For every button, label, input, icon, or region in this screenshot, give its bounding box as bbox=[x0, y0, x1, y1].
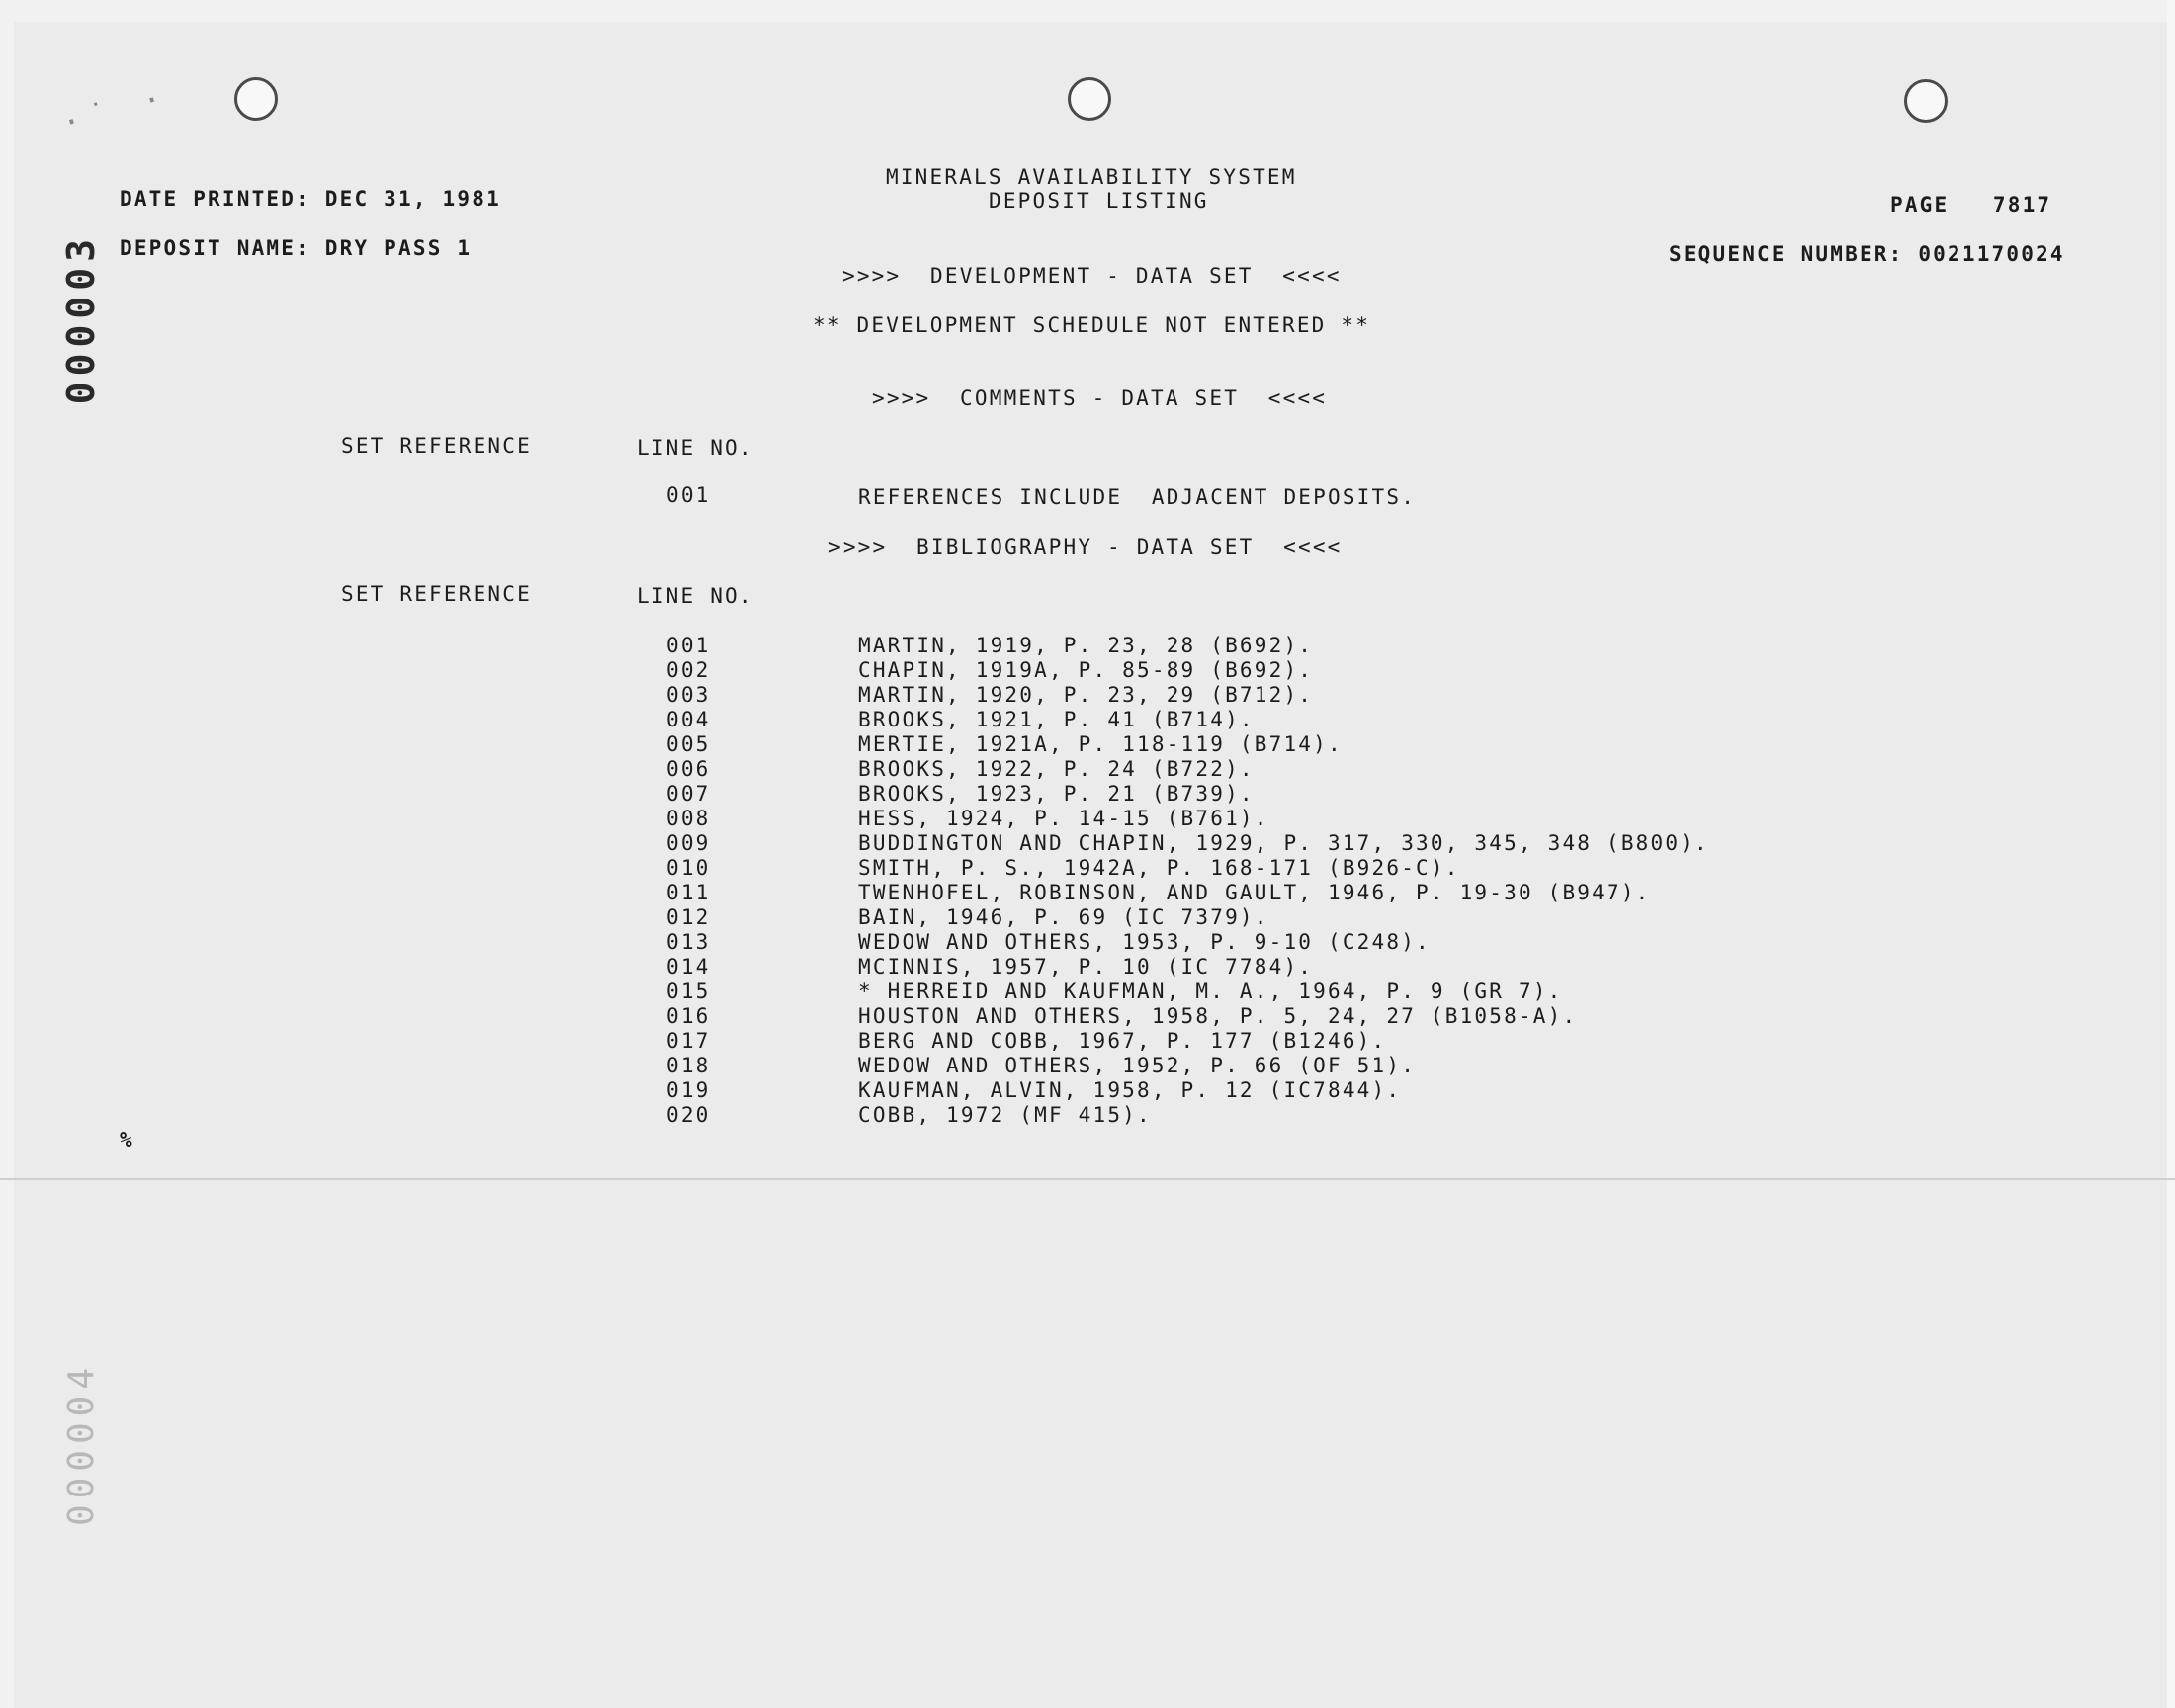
system-title: MINERALS AVAILABILITY SYSTEM bbox=[886, 165, 1297, 189]
bibliography-col-set-reference: SET REFERENCE bbox=[341, 582, 532, 606]
side-mark-top: 000003 bbox=[59, 233, 103, 405]
line-number: 007 bbox=[666, 782, 711, 806]
citation: COBB, 1972 (MF 415). bbox=[858, 1103, 1152, 1127]
comments-col-line-no: LINE NO. bbox=[637, 436, 754, 460]
line-number: 014 bbox=[666, 955, 711, 979]
line-number: 017 bbox=[666, 1029, 711, 1053]
citation: WEDOW AND OTHERS, 1953, P. 9-10 (C248). bbox=[858, 930, 1431, 954]
citation: TWENHOFEL, ROBINSON, AND GAULT, 1946, P. 19-30 (B947). bbox=[858, 881, 1651, 904]
punch-hole-right bbox=[1904, 79, 1948, 123]
citation: BROOKS, 1922, P. 24 (B722). bbox=[858, 757, 1255, 781]
citation: BAIN, 1946, P. 69 (IC 7379). bbox=[858, 905, 1269, 929]
page-number: PAGE 7817 bbox=[1890, 193, 2052, 216]
citation: BROOKS, 1923, P. 21 (B739). bbox=[858, 782, 1255, 806]
side-mark-bottom: 000004 bbox=[61, 1362, 102, 1527]
citation: MERTIE, 1921A, P. 118-119 (B714). bbox=[858, 732, 1343, 756]
line-number: 020 bbox=[666, 1103, 711, 1127]
line-number: 010 bbox=[666, 856, 711, 880]
comment-text: REFERENCES INCLUDE ADJACENT DEPOSITS. bbox=[858, 485, 1417, 509]
citation: BROOKS, 1921, P. 41 (B714). bbox=[858, 708, 1255, 731]
line-number: 005 bbox=[666, 732, 711, 756]
citation: SMITH, P. S., 1942A, P. 168-171 (B926-C). bbox=[858, 856, 1460, 880]
line-number: 008 bbox=[666, 807, 711, 830]
line-number: 011 bbox=[666, 881, 711, 904]
citation: WEDOW AND OTHERS, 1952, P. 66 (OF 51). bbox=[858, 1054, 1417, 1077]
line-number: 002 bbox=[666, 658, 711, 682]
citation: BUDDINGTON AND CHAPIN, 1929, P. 317, 330, 345, 348 (B800). bbox=[858, 831, 1709, 855]
citation: MARTIN, 1920, P. 23, 29 (B712). bbox=[858, 683, 1314, 707]
sequence-number: SEQUENCE NUMBER: 0021170024 bbox=[1669, 242, 2065, 266]
line-number: 016 bbox=[666, 1004, 711, 1028]
citation: * HERREID AND KAUFMAN, M. A., 1964, P. 9 (GR 7). bbox=[858, 980, 1563, 1003]
line-number: 001 bbox=[666, 634, 711, 657]
paper-specks: ·˙ · bbox=[58, 79, 175, 141]
percent-mark: % bbox=[120, 1128, 134, 1152]
citation: KAUFMAN, ALVIN, 1958, P. 12 (IC7844). bbox=[858, 1078, 1402, 1102]
citation: HOUSTON AND OTHERS, 1958, P. 5, 24, 27 (B1058-A). bbox=[858, 1004, 1578, 1028]
line-number: 006 bbox=[666, 757, 711, 781]
bibliography-heading: >>>> BIBLIOGRAPHY - DATA SET <<<< bbox=[828, 535, 1343, 558]
citation: BERG AND COBB, 1967, P. 177 (B1246). bbox=[858, 1029, 1387, 1053]
line-number: 013 bbox=[666, 930, 711, 954]
line-number: 012 bbox=[666, 905, 711, 929]
listing-title: DEPOSIT LISTING bbox=[989, 189, 1209, 213]
date-printed: DATE PRINTED: DEC 31, 1981 bbox=[120, 187, 501, 211]
line-number: 018 bbox=[666, 1054, 711, 1077]
page-edge bbox=[2167, 0, 2175, 1708]
citation: HESS, 1924, P. 14-15 (B761). bbox=[858, 807, 1269, 830]
line-number: 015 bbox=[666, 980, 711, 1003]
comment-line-number: 001 bbox=[666, 483, 711, 507]
bibliography-col-line-no: LINE NO. bbox=[637, 584, 754, 608]
line-number: 003 bbox=[666, 683, 711, 707]
punch-hole-left bbox=[234, 77, 278, 121]
line-number: 004 bbox=[666, 708, 711, 731]
citation: MCINNIS, 1957, P. 10 (IC 7784). bbox=[858, 955, 1314, 979]
citation: CHAPIN, 1919A, P. 85-89 (B692). bbox=[858, 658, 1314, 682]
comments-heading: >>>> COMMENTS - DATA SET <<<< bbox=[872, 386, 1328, 410]
citation: MARTIN, 1919, P. 23, 28 (B692). bbox=[858, 634, 1314, 657]
deposit-name: DEPOSIT NAME: DRY PASS 1 bbox=[120, 236, 473, 260]
punch-hole-center bbox=[1068, 77, 1111, 121]
development-note: ** DEVELOPMENT SCHEDULE NOT ENTERED ** bbox=[813, 313, 1371, 337]
development-heading: >>>> DEVELOPMENT - DATA SET <<<< bbox=[842, 264, 1342, 288]
comments-col-set-reference: SET REFERENCE bbox=[341, 434, 532, 458]
line-number: 009 bbox=[666, 831, 711, 855]
fold-line bbox=[0, 1178, 2175, 1180]
line-number: 019 bbox=[666, 1078, 711, 1102]
